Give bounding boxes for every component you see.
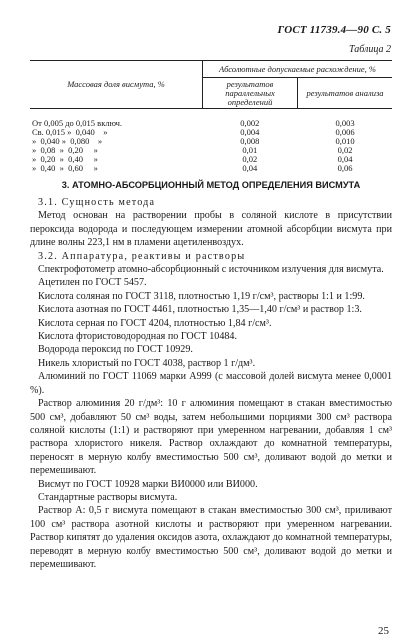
col-header-mass-fraction: Массовая доля висмута, % (30, 61, 203, 109)
subsection-heading: 3.2. Аппаратура, реактивы и растворы (38, 250, 246, 262)
cell-range: » 0,20 » 0,40 » (32, 154, 98, 164)
cell-analysis: 0,010 (335, 136, 355, 146)
table-row (30, 164, 392, 173)
running-header: ГОСТ 11739.4—90 С. 5 (277, 24, 391, 36)
cell-range: Св. 0,015 » 0,040 » (32, 127, 108, 137)
cell-parallel: 0,008 (240, 136, 260, 146)
table-row (30, 109, 392, 129)
paragraph: Кислота соляная по ГОСТ 3118, плотностью 1,19 г/см³, растворы 1:1 и 1:99. (38, 290, 365, 302)
cell-parallel: 0,01 (242, 145, 258, 155)
cell-analysis: 0,02 (337, 145, 353, 155)
cell-range: » 0,040 » 0,080 » (32, 136, 103, 146)
cell-analysis: 0,003 (335, 118, 355, 128)
paragraph: Никель хлористый по ГОСТ 4038, раствор 1 г/дм³. (38, 357, 256, 369)
cell-range: От 0,005 до 0,015 включ. (32, 118, 122, 128)
cell-analysis: 0,06 (337, 163, 353, 173)
paragraph: Кислота серная по ГОСТ 4204, плотностью 1,84 г/см³. (38, 317, 272, 329)
cell-range: » 0,40 » 0,60 » (32, 163, 98, 173)
paragraph: Раствор алюминия 20 г/дм³: 10 г алюминия помещают в стакан вместимостью 500 см³, добавляют 50 см³ воды, затем небольшими порциями 300 см³ раствора соляной кислоты (1:1) и растворяют при умеренном нагревании, добавляя 1 см³ раствора хлористого никеля. Раствор охлаждают до комнатной температуры, переносят в мерную колбу вместимостью 500 см³, доливают водой до метки и перемешивают. (30, 398, 392, 477)
subsection-heading: 3.1. Сущность метода (38, 197, 156, 208)
paragraph: Кислота азотная по ГОСТ 4461, плотностью 1,35—1,40 г/см³ и раствор 1:3. (38, 304, 362, 316)
col-header-analysis: результатов анализа (298, 78, 393, 109)
cell-parallel: 0,02 (242, 154, 258, 164)
cell-parallel: 0,04 (242, 163, 258, 173)
paragraph: Алюминий по ГОСТ 11069 марки А999 (с массовой долей висмута менее 0,0001 %). (30, 371, 392, 396)
section-title: 3. АТОМНО-АБСОРБЦИОННЫЙ МЕТОД ОПРЕДЕЛЕНИЯ ВИСМУТА (61, 180, 361, 190)
cell-parallel: 0,002 (240, 118, 260, 128)
paragraph: Раствор А: 0,5 г висмута помещают в стакан вместимостью 300 см³, приливают 100 см³ раствора азотной кислоты и растворяют при умеренном нагревании. Раствор кипятят до удаления оксидов азота, охлаждают до комнатной температуры, переводят в мерную колбу вместимостью 500 см³, доливают водой до метки и перемешивают. (30, 505, 392, 570)
cell-analysis: 0,04 (337, 154, 353, 164)
paragraph: Ацетилен по ГОСТ 5457. (38, 277, 147, 289)
paragraph: Водорода пероксид по ГОСТ 10929. (38, 344, 193, 356)
paragraph: Метод основан на растворении пробы в соляной кислоте в присутствии пероксида водорода и последующем измерении атомной абсорбции висмута при длине волны 223,1 нм в пламени ацетиленвоздух. (30, 210, 392, 249)
body-text (30, 196, 392, 571)
cell-analysis: 0,006 (335, 127, 355, 137)
paragraph: Висмут по ГОСТ 10928 марки ВИ0000 или ВИ000. (38, 478, 258, 490)
col-header-group: Абсолютные допускаемые расхождение, % (203, 61, 393, 78)
table-2 (30, 60, 392, 173)
paragraph: Спектрофотометр атомно-абсорбционный с источником излучения для висмута. (38, 264, 384, 276)
page-number: 25 (378, 625, 389, 637)
cell-parallel: 0,004 (240, 127, 260, 137)
paragraph: Кислота фтористоводородная по ГОСТ 10484. (38, 331, 237, 343)
cell-range: » 0,08 » 0,20 » (32, 145, 98, 155)
table-caption: Таблица 2 (349, 44, 391, 55)
paragraph: Стандартные растворы висмута. (38, 491, 178, 503)
col-header-parallel: результатов параллельных определений (203, 78, 298, 109)
